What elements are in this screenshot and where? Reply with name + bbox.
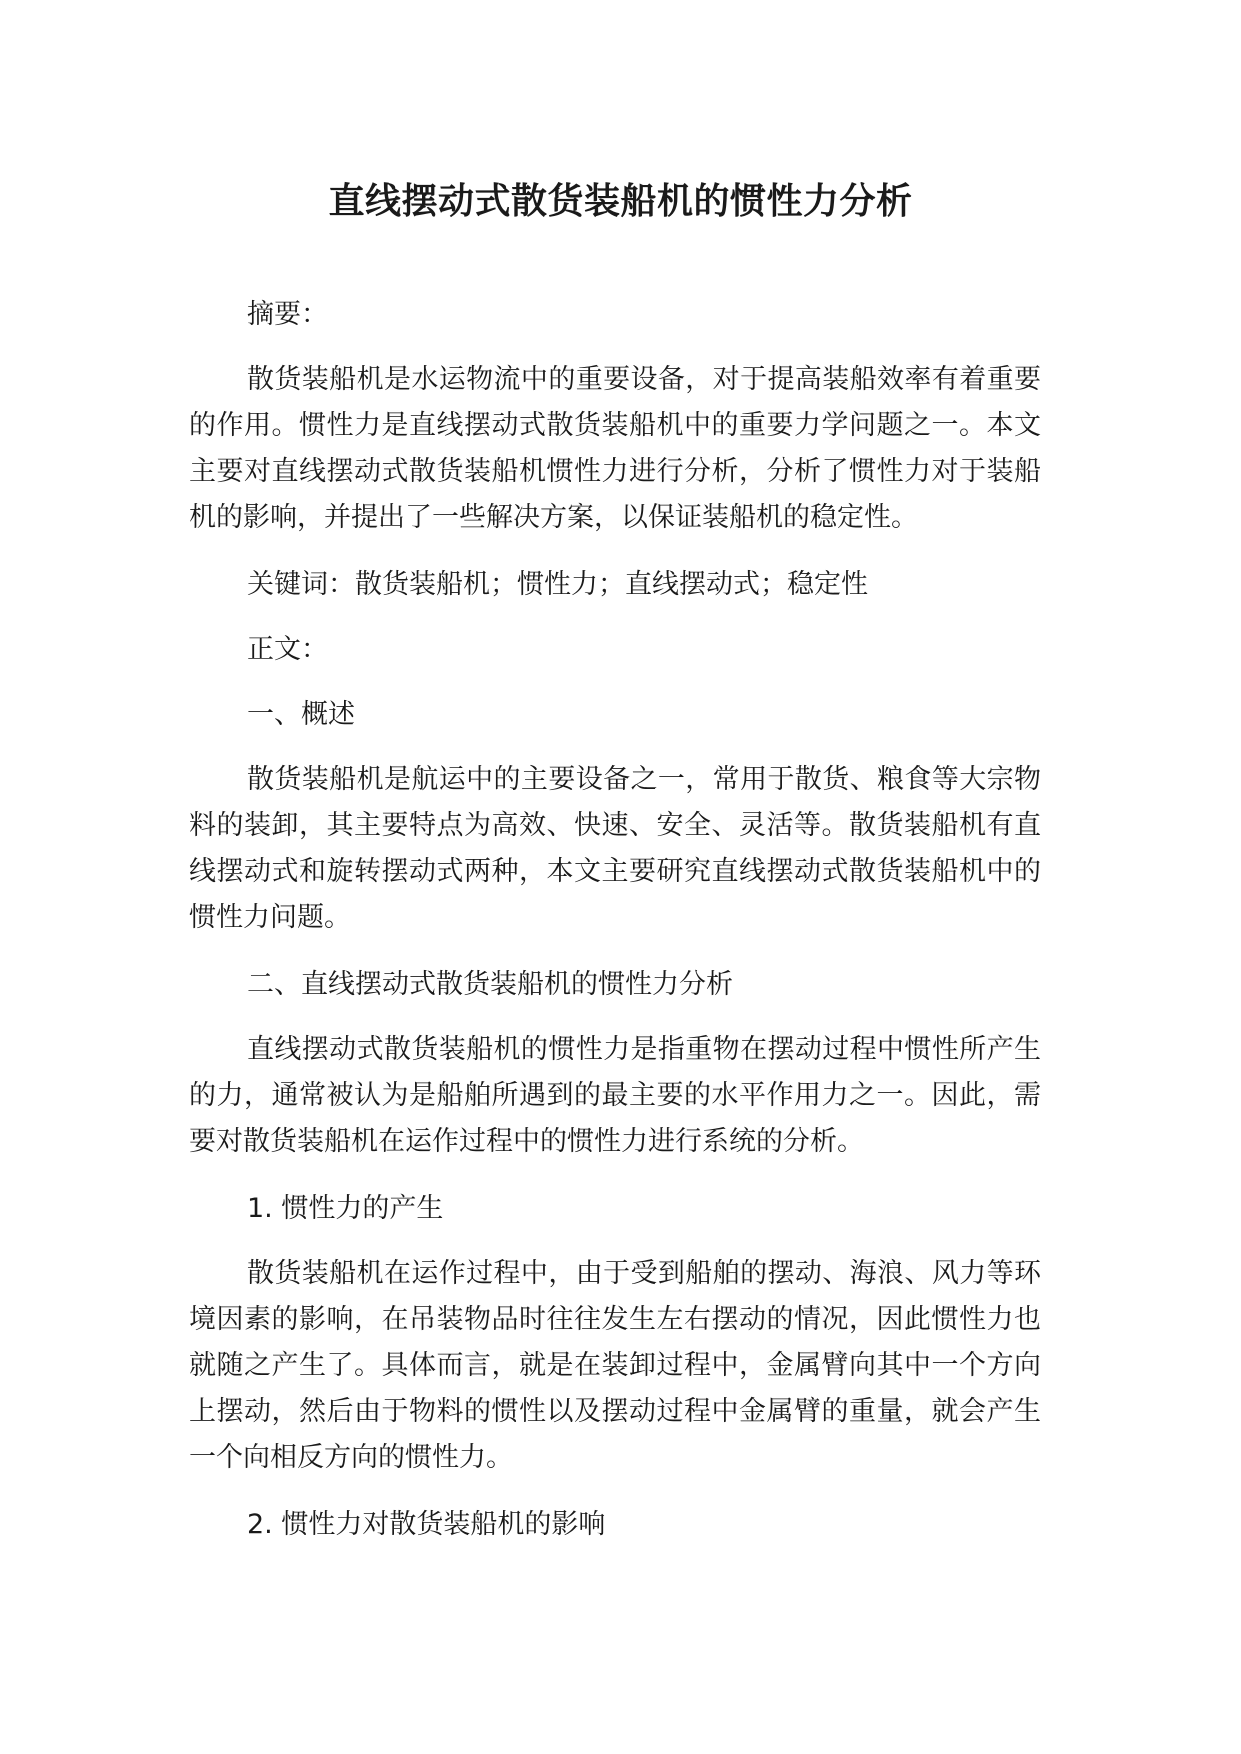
subsection-heading-impact: 2. 惯性力对散货装船机的影响 <box>247 1509 606 1540</box>
keywords-line: 关键词：散货装船机；惯性力；直线摆动式；稳定性 <box>247 569 868 600</box>
document-title: 直线摆动式散货装船机的惯性力分析 <box>328 181 913 222</box>
section-overview-text: 散货装船机是航运中的主要设备之一，常用于散货、粮食等大宗物料的装卸，其主要特点为高效、快速、安全、灵活等。散货装船机有直线摆动式和旋转摆动式两种，本文主要研究直线摆动式散货装船机中的惯性力问题。 <box>189 764 1041 933</box>
section-heading-analysis: 二、直线摆动式散货装船机的惯性力分析 <box>247 969 733 1000</box>
abstract-text: 散货装船机是水运物流中的重要设备，对于提高装船效率有着重要的作用。惯性力是直线摆动式散货装船机中的重要力学问题之一。本文主要对直线摆动式散货装船机惯性力进行分析，分析了惯性力对于装船机的影响，并提出了一些解决方案，以保证装船机的稳定性。 <box>189 364 1041 533</box>
subsection-origin-text: 散货装船机在运作过程中，由于受到船舶的摆动、海浪、风力等环境因素的影响，在吊装物品时往往发生左右摆动的情况，因此惯性力也就随之产生了。具体而言，就是在装卸过程中，金属臂向其中一个方向上摆动，然后由于物料的惯性以及摆动过程中金属臂的重量，就会产生一个向相反方向的惯性力。 <box>189 1258 1041 1473</box>
subsection-heading-origin: 1. 惯性力的产生 <box>247 1193 444 1224</box>
section-analysis-text: 直线摆动式散货装船机的惯性力是指重物在摆动过程中惯性所产生的力，通常被认为是船舶所遇到的最主要的水平作用力之一。因此，需要对散货装船机在运作过程中的惯性力进行系统的分析。 <box>189 1034 1041 1157</box>
section-heading-overview: 一、概述 <box>247 699 355 730</box>
abstract-label: 摘要： <box>247 299 328 330</box>
body-label: 正文： <box>247 634 328 665</box>
